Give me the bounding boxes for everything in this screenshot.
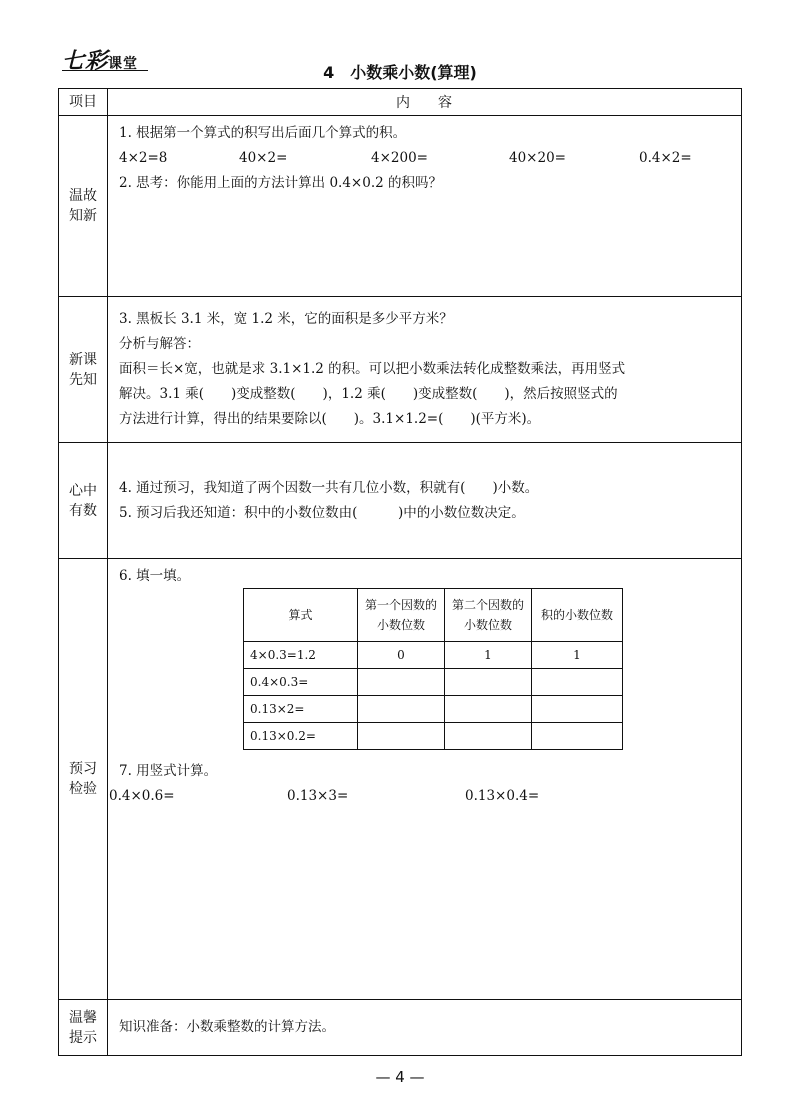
table-cell[interactable]: [532, 669, 623, 696]
table-row: [244, 669, 623, 696]
section-label-tip: [59, 1000, 107, 1055]
check-calcs: [109, 784, 731, 809]
calc-item: 4×2=8: [119, 150, 168, 166]
header-cell: 算式: [244, 589, 358, 642]
tip-label: 温馨提示: [69, 1009, 97, 1046]
question-4: 4. 通过预习，我知道了两个因数一共有几位小数，积就有( )小数。: [119, 480, 539, 496]
mind-label: 心中有数: [69, 482, 97, 519]
mind-content: [119, 476, 731, 526]
question-7-text: 7. 用竖式计算。: [119, 763, 218, 779]
table-cell: 1: [532, 642, 623, 669]
expression-cell: 0.13×2=: [244, 696, 358, 723]
section-label-review: [59, 116, 107, 296]
table-cell: 0: [358, 642, 445, 669]
question-2: 2. 思考：你能用上面的方法计算出 0.4×0.2 的积吗？: [119, 175, 443, 191]
calc-item: 4×200=: [371, 150, 428, 166]
analysis-line: 面积＝长×宽，也就是求 3.1×1.2 的积。可以把小数乘法转化成整数乘法，再用竖式: [119, 361, 626, 377]
row-divider: [59, 558, 741, 559]
calc-item: 0.13×0.4=: [465, 788, 540, 804]
header-content: 内 容: [396, 95, 452, 111]
preview-label: 新课先知: [69, 351, 97, 388]
analysis-line: 解决。3.1 乘( )变成整数( )，1.2 乘( )变成整数( )，然后按照竖式的: [119, 386, 618, 402]
expression-cell: 0.13×0.2=: [244, 723, 358, 750]
table-cell[interactable]: [358, 696, 445, 723]
table-cell[interactable]: [532, 723, 623, 750]
table-cell[interactable]: [445, 669, 532, 696]
column-divider: [107, 89, 108, 1055]
header-cell: 第一个因数的小数位数: [358, 589, 445, 642]
header-item: 项目: [69, 94, 97, 110]
review-label: 温故知新: [69, 188, 97, 224]
page-number: — 4 —: [375, 1068, 425, 1086]
table-cell[interactable]: [532, 696, 623, 723]
section-label-check: [59, 559, 107, 999]
question-3: 3. 黑板长 3.1 米，宽 1.2 米，它的面积是多少平方米？: [119, 311, 453, 327]
tip-content: 知识准备：小数乘整数的计算方法。: [119, 1019, 335, 1035]
calc-item: 0.4×0.6=: [109, 788, 175, 804]
section-label-preview: [59, 297, 107, 442]
row-divider: [59, 296, 741, 297]
table-row: [244, 642, 623, 669]
table-cell[interactable]: [445, 723, 532, 750]
worksheet-table: [58, 88, 742, 1056]
table-cell: 1: [445, 642, 532, 669]
check-label: 预习检验: [69, 761, 97, 797]
review-calcs: [119, 146, 731, 171]
fill-table: [243, 588, 623, 750]
brand-suffix: 课堂: [108, 56, 139, 72]
header-cell: 积的小数位数: [532, 589, 623, 642]
row-divider: [59, 115, 741, 116]
calc-item: 40×2=: [239, 150, 288, 166]
page-title: 4 小数乘小数(算理): [323, 63, 477, 82]
question-7: [109, 759, 731, 809]
table-cell[interactable]: [358, 723, 445, 750]
analysis-title: 分析与解答：: [119, 336, 200, 352]
expression-cell: 0.4×0.3=: [244, 669, 358, 696]
section-label-mind: [59, 443, 107, 558]
brand-main: 七彩: [62, 49, 109, 74]
fill-table-header: [244, 589, 623, 642]
question-6-text: 6. 填一填。: [119, 568, 191, 584]
header-cell: 第二个因数的小数位数: [445, 589, 532, 642]
review-content: [119, 121, 731, 196]
table-row: [244, 696, 623, 723]
calc-item: 40×20=: [509, 150, 566, 166]
table-cell[interactable]: [445, 696, 532, 723]
preview-content: [119, 307, 731, 432]
analysis-line: 方法进行计算，得出的结果要除以( )。3.1×1.2=( )(平方米)。: [119, 411, 541, 427]
row-divider: [59, 442, 741, 443]
question-5: 5. 预习后我还知道：积中的小数位数由( )中的小数位数决定。: [119, 505, 525, 521]
calc-item: 0.4×2=: [639, 150, 692, 166]
table-cell[interactable]: [358, 669, 445, 696]
row-divider: [59, 999, 741, 1000]
calc-item: 0.13×3=: [287, 788, 349, 804]
table-row: [244, 723, 623, 750]
question-6: [119, 564, 731, 589]
question-1: 1. 根据第一个算式的积写出后面几个算式的积。: [119, 125, 407, 141]
expression-cell: 4×0.3=1.2: [244, 642, 358, 669]
